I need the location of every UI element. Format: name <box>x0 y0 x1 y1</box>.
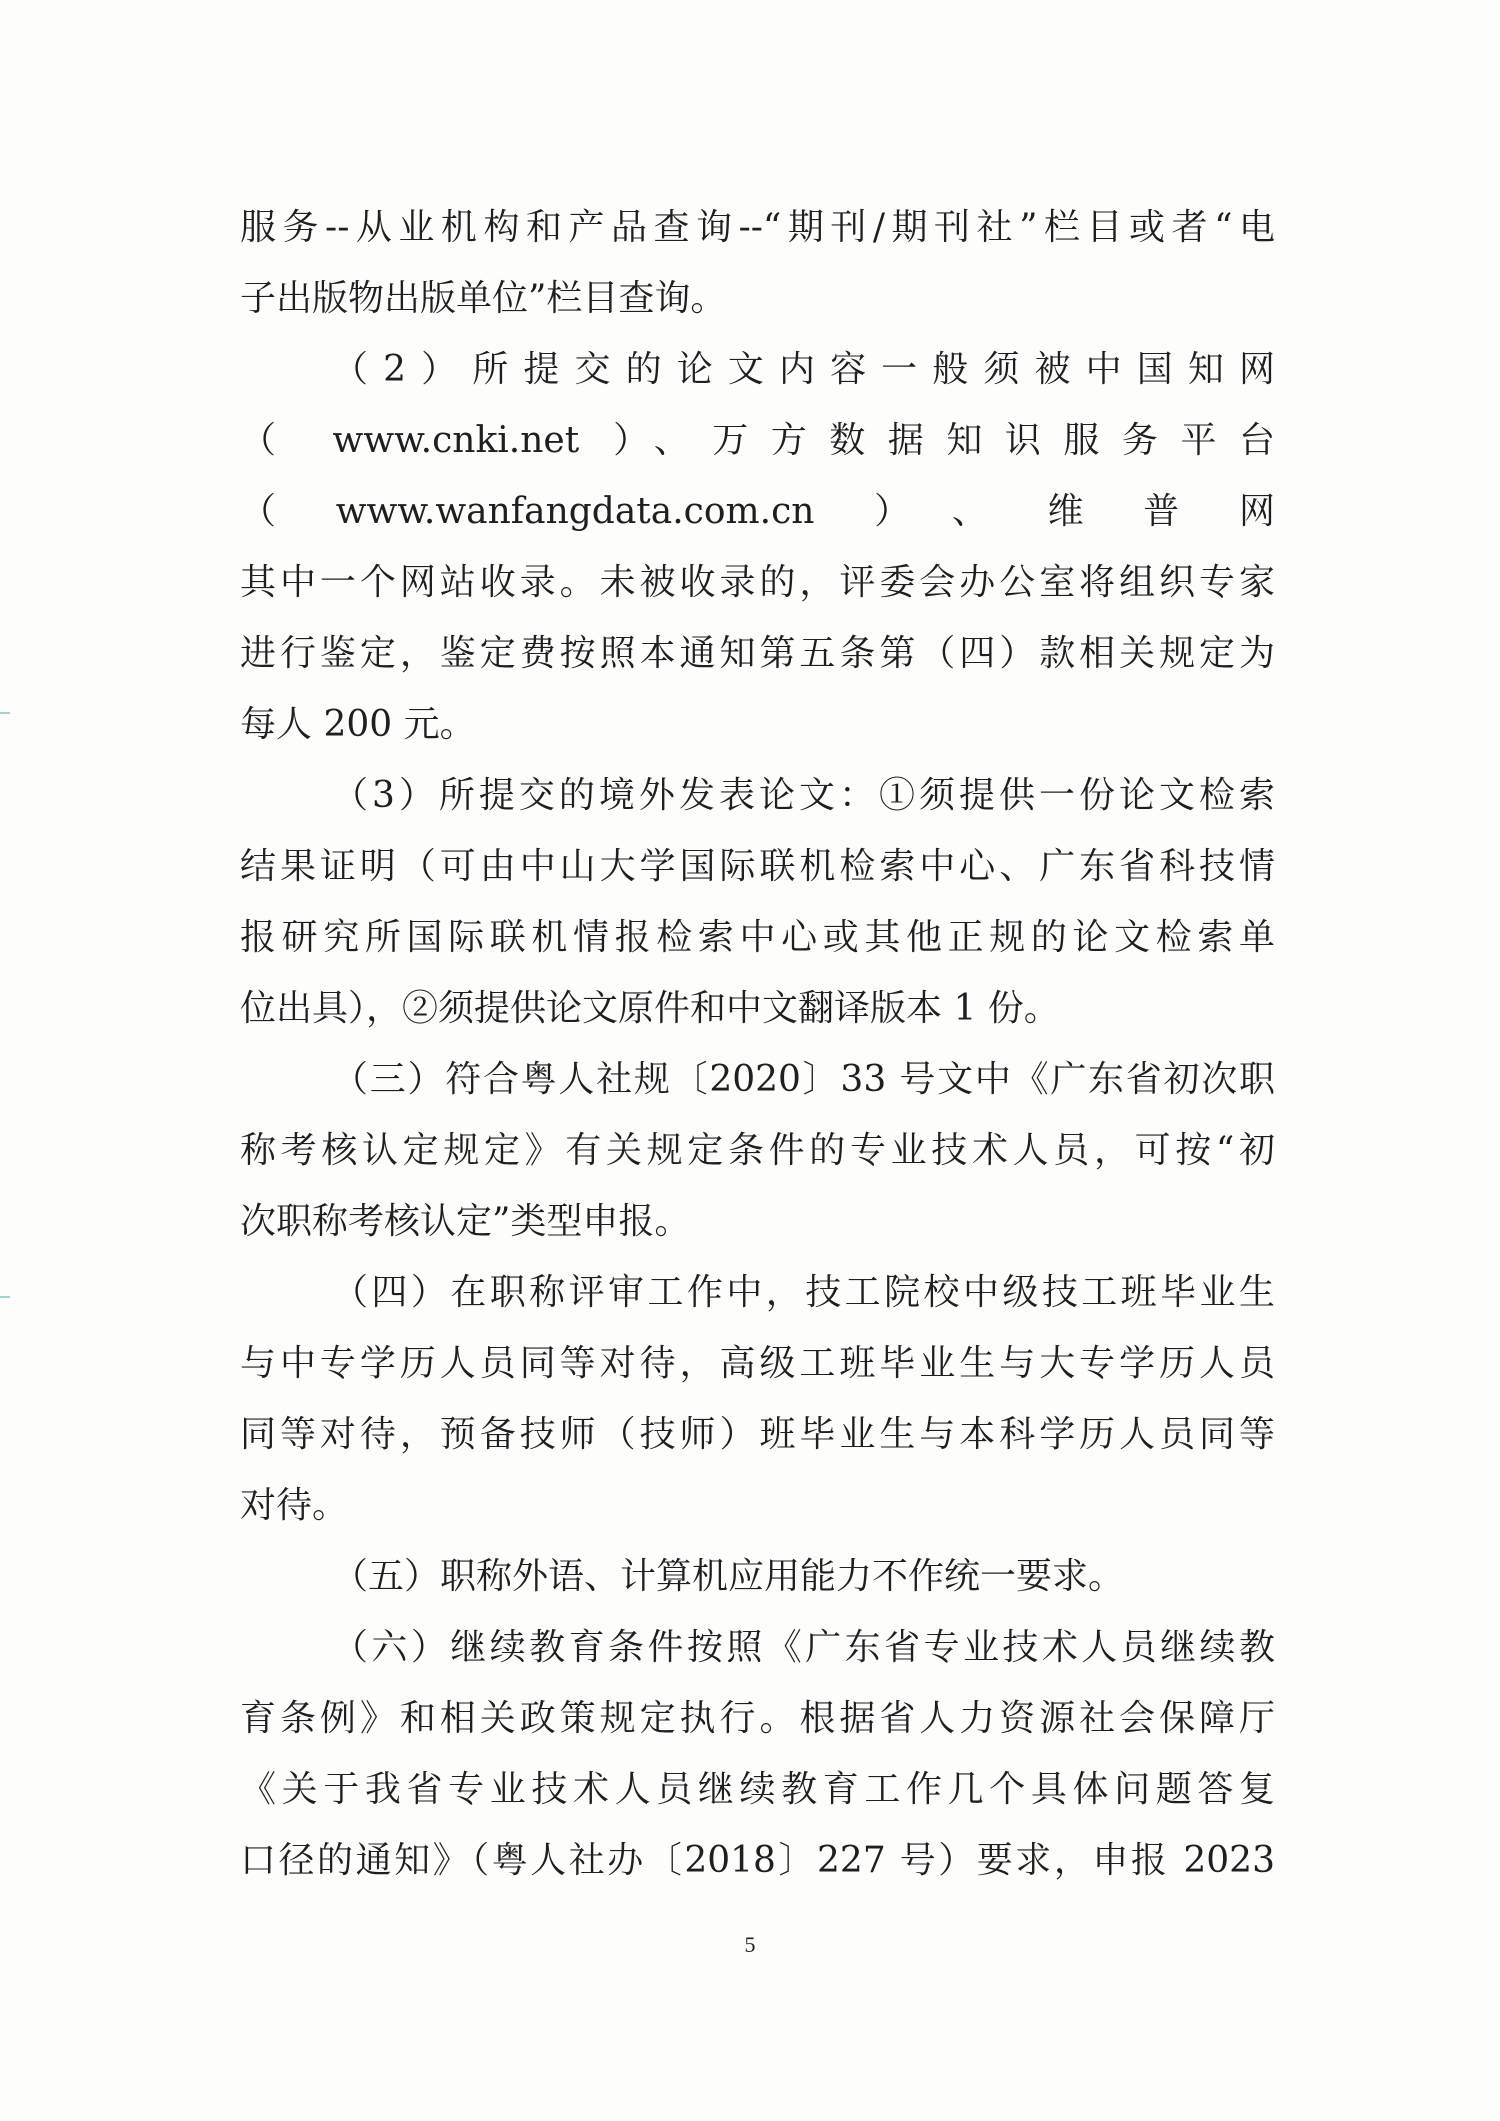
scan-edge-mark <box>0 1296 10 1298</box>
text-line: （四）在职称评审工作中，技工院校中级技工班毕业生 <box>332 1272 1275 1313</box>
text-line: 报研究所国际联机情报检索中心或其他正规的论文检索单 <box>240 917 1275 958</box>
text-line: 《关于我省专业技术人员继续教育工作几个具体问题答复 <box>240 1769 1275 1810</box>
text-line: （ www.cnki.net ）、万方数据知识服务平台 <box>240 420 1275 461</box>
text-line: 其中一个网站收录。未被收录的，评委会办公室将组织专家 <box>240 562 1275 603</box>
text-line: 育条例》和相关政策规定执行。根据省人力资源社会保障厅 <box>240 1698 1275 1739</box>
text-line: 结果证明（可由中山大学国际联机检索中心、广东省科技情 <box>240 846 1275 887</box>
text-line: 对待。 <box>240 1485 349 1526</box>
page-number: 5 <box>744 1932 756 1957</box>
text-line: 次职称考核认定”类型申报。 <box>240 1201 691 1242</box>
text-line: 每人 200 元。 <box>240 704 476 745</box>
text-line: 子出版物出版单位”栏目查询。 <box>240 278 727 319</box>
text-line: （五）职称外语、计算机应用能力不作统一要求。 <box>332 1556 1125 1597</box>
text-line: （2）所提交的论文内容一般须被中国知网 <box>332 349 1275 390</box>
text-line: 口径的通知》（粤人社办〔2018〕227 号）要求，申报 2023 <box>240 1840 1275 1881</box>
scan-edge-mark <box>0 712 10 714</box>
text-line: （www.wanfangdata.com.cn）、维普网 <box>240 491 1275 532</box>
text-line: 称考核认定规定》有关规定条件的专业技术人员，可按“初 <box>240 1130 1275 1171</box>
text-line: 进行鉴定，鉴定费按照本通知第五条第（四）款相关规定为 <box>240 633 1275 674</box>
text-line: 与中专学历人员同等对待，高级工班毕业生与大专学历人员 <box>240 1343 1275 1384</box>
text-line: （六）继续教育条件按照《广东省专业技术人员继续教 <box>332 1627 1275 1668</box>
body-text <box>240 192 1275 1896</box>
text-line: 服务--从业机构和产品查询--“期刊/期刊社”栏目或者“电 <box>240 207 1275 248</box>
text-line: 同等对待，预备技师（技师）班毕业生与本科学历人员同等 <box>240 1414 1275 1455</box>
text-line: （三）符合粤人社规〔2020〕33 号文中《广东省初次职 <box>332 1059 1275 1100</box>
text-line: 位出具），②须提供论文原件和中文翻译版本 1 份。 <box>240 988 1060 1029</box>
text-line: （3）所提交的境外发表论文：①须提供一份论文检索 <box>332 775 1275 816</box>
